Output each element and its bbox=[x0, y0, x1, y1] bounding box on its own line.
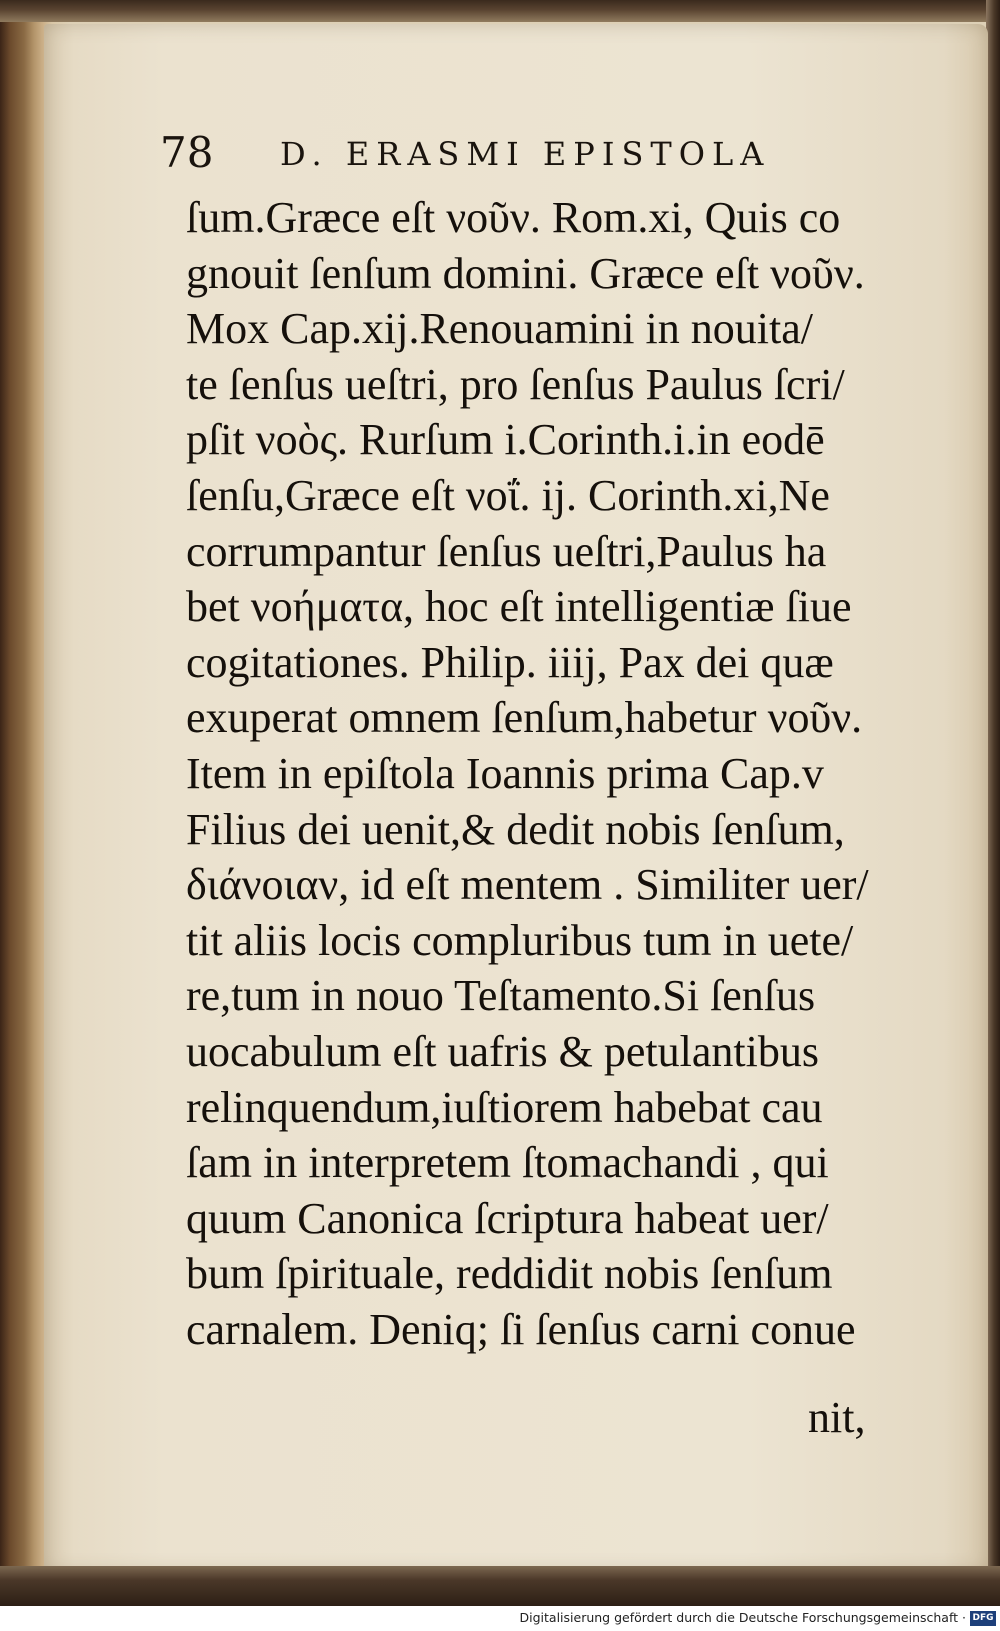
text-line: carnalem. Deniq; ſi ſenſus carni conue bbox=[186, 1304, 856, 1354]
text-line: quum Canonica ſcriptura habeat uer/ bbox=[186, 1193, 829, 1243]
page-header bbox=[160, 128, 880, 178]
dfg-logo-icon: DFG bbox=[970, 1611, 996, 1626]
text-line: relinquendum,iuſtiorem habebat cau bbox=[186, 1082, 823, 1132]
running-title: D. ERASMI EPISTOLA bbox=[280, 135, 771, 173]
text-line: tit aliis locis compluribus tum in uete/ bbox=[186, 915, 854, 965]
text-line: re,tum in nouo Teſtamento.Si ſenſus bbox=[186, 971, 816, 1021]
text-line: pſit νοὸς. Rurſum i.Corinth.i.in eodē bbox=[186, 415, 825, 465]
text-line: cogitationes. Philip. iiij, Pax dei quæ bbox=[186, 637, 834, 687]
funding-credit: Digitalisierung gefördert durch die Deutsche Forschungsgemeinschaft · bbox=[519, 1610, 966, 1625]
text-line: bum ſpirituale, reddidit nobis ſenſum bbox=[186, 1249, 833, 1299]
text-line: gnouit ſenſum domini. Græce eſt νοῦν. bbox=[186, 248, 865, 298]
text-line: bet νοήματα, hoc eſt intelligentiæ ſiue bbox=[186, 582, 852, 632]
text-line: exuperat omnem ſenſum,habetur νοῦν. bbox=[186, 693, 863, 743]
catchword: nit, bbox=[808, 1393, 866, 1442]
text-line: corrumpantur ſenſus ueſtri,Paulus ha bbox=[186, 526, 827, 576]
binding-right-edge bbox=[986, 0, 1000, 1606]
binding-bottom-edge bbox=[0, 1566, 1000, 1606]
text-line: ſenſu,Græce eſt νοΐ. ij. Corinth.xi,Ne bbox=[186, 470, 830, 520]
text-line: te ſenſus ueſtri, pro ſenſus Paulus ſcri/ bbox=[186, 359, 845, 409]
text-line: uocabulum eſt uafris & petulantibus bbox=[186, 1026, 819, 1076]
text-line: ſam in interpretem ſtomachandi , qui bbox=[186, 1138, 829, 1188]
text-line: ſum.Græce eſt νοῦν. Rom.xi, Quis co bbox=[186, 193, 841, 242]
page-number: 78 bbox=[160, 128, 214, 177]
footer-bar bbox=[0, 1606, 1000, 1631]
text-line: Item in epiſtola Ioannis prima Cap.v bbox=[186, 748, 824, 798]
binding-top-edge bbox=[0, 0, 1000, 22]
text-line: διάνοιαν, id eſt mentem . Similiter uer/ bbox=[186, 860, 869, 910]
body-text bbox=[186, 190, 906, 1357]
text-line: Mox Cap.xij.Renouamini in nouita/ bbox=[186, 304, 813, 354]
text-line: Filius dei uenit,& dedit nobis ſenſum, bbox=[186, 804, 845, 854]
